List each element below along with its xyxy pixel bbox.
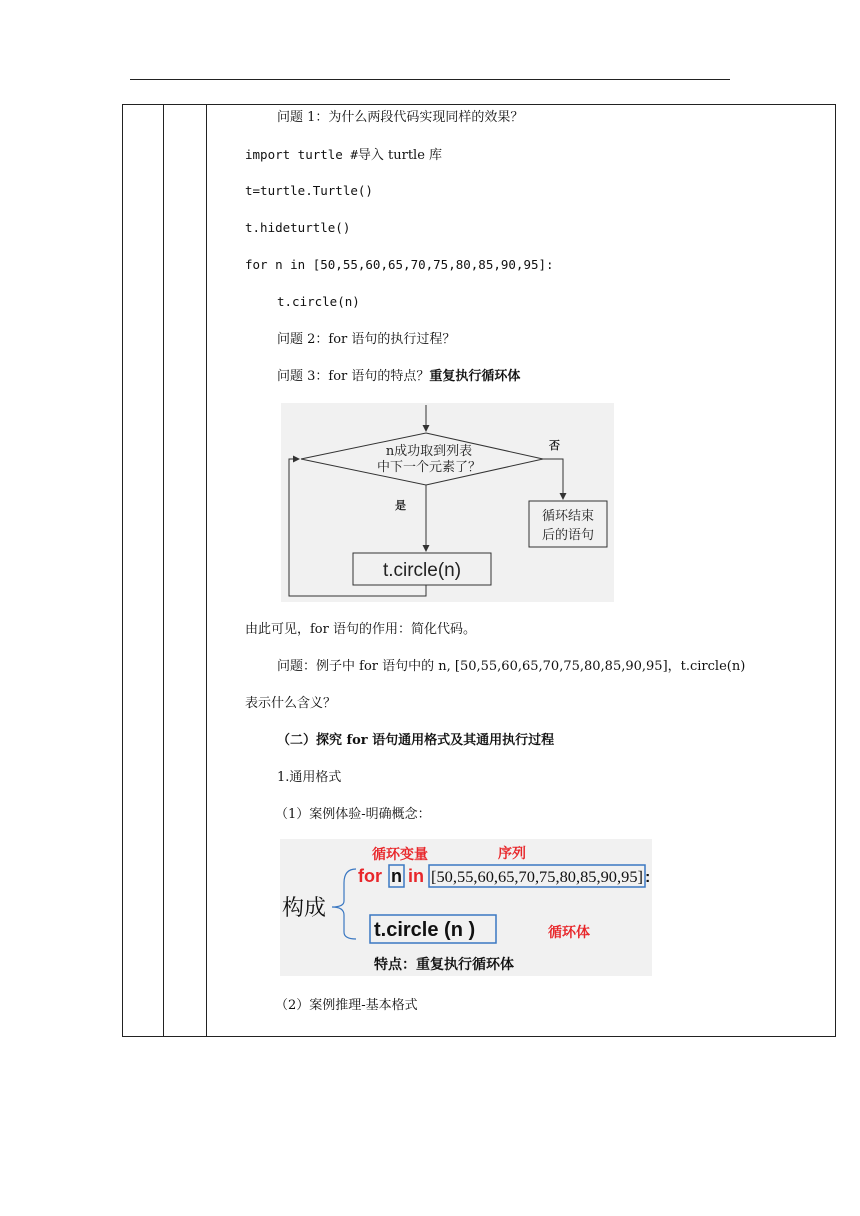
section-heading: （二）探究 for 语句通用格式及其通用执行过程 <box>277 733 555 748</box>
subheading-case-experience: （1）案例体验-明确概念： <box>275 807 431 822</box>
in-keyword: in <box>408 866 424 886</box>
feature-text: 特点：重复执行循环体 <box>374 957 514 973</box>
code-line-circle: t.circle(n) <box>277 294 360 309</box>
sequence-label: 序列 <box>498 846 526 862</box>
question-2: 问题 2：for 语句的执行过程？ <box>277 332 456 347</box>
header-rule <box>130 79 730 80</box>
code-line-import <box>245 146 442 165</box>
no-label: 否 <box>549 439 560 452</box>
subheading-general-format: 1.通用格式 <box>277 770 342 785</box>
lesson-table <box>122 104 836 1037</box>
code-import-comment: 导入 turtle 库 <box>357 148 443 163</box>
flowchart-figure <box>281 403 614 602</box>
end-box-text-1: 循环结束 <box>541 509 595 524</box>
composition-brace <box>332 869 356 939</box>
end-box-text-2: 后的语句 <box>541 528 595 543</box>
code-line-turtle: t=turtle.Turtle() <box>245 183 373 198</box>
composition-svg <box>280 839 652 976</box>
composition-label: 构成 <box>282 895 327 920</box>
code-line-hideturtle: t.hideturtle() <box>245 220 351 235</box>
sequence-list: [50,55,60,65,70,75,80,85,90,95] <box>431 869 643 886</box>
diamond-text-2: 中下一个元素了？ <box>376 460 482 475</box>
code-import-text: import turtle # <box>245 147 358 162</box>
loop-body-code: t.circle (n ) <box>374 919 476 941</box>
loop-variable-label: 循环变量 <box>372 847 428 863</box>
question-1: 问题 1：为什么两段代码实现同样的效果？ <box>277 110 524 125</box>
subheading-basic-format: （2）案例推理-基本格式 <box>275 998 418 1013</box>
diamond-text-1: n成功取到列表 <box>385 444 473 459</box>
loop-body-label: 循环体 <box>548 925 590 941</box>
n-variable: n <box>391 866 402 886</box>
conclusion-text: 由此可见，for 语句的作用：简化代码。 <box>245 622 476 637</box>
question-3-prefix: 问题 3：for 语句的特点？ <box>277 369 430 384</box>
content-cell <box>207 105 835 1036</box>
question-line-2: 表示什么含义？ <box>245 696 337 711</box>
loop-body-text: t.circle(n) <box>382 560 462 581</box>
question-line-1: 问题：例子中 for 语句中的 n, [50,55,60,65,70,75,80,85,90,95]，t.circle(n) <box>277 659 746 674</box>
composition-figure <box>280 839 652 976</box>
question-3-answer: 重复执行循环体 <box>429 369 521 384</box>
colon: : <box>645 869 651 886</box>
code-line-for: for n in [50,55,60,65,70,75,80,85,90,95]: <box>245 257 554 272</box>
yes-label: 是 <box>395 499 406 512</box>
condition-diamond <box>301 433 543 485</box>
flowchart-svg <box>281 403 614 602</box>
for-keyword: for <box>358 866 382 886</box>
no-branch-arrow <box>543 459 563 499</box>
column-divider-1 <box>163 105 164 1036</box>
question-3 <box>277 368 520 386</box>
